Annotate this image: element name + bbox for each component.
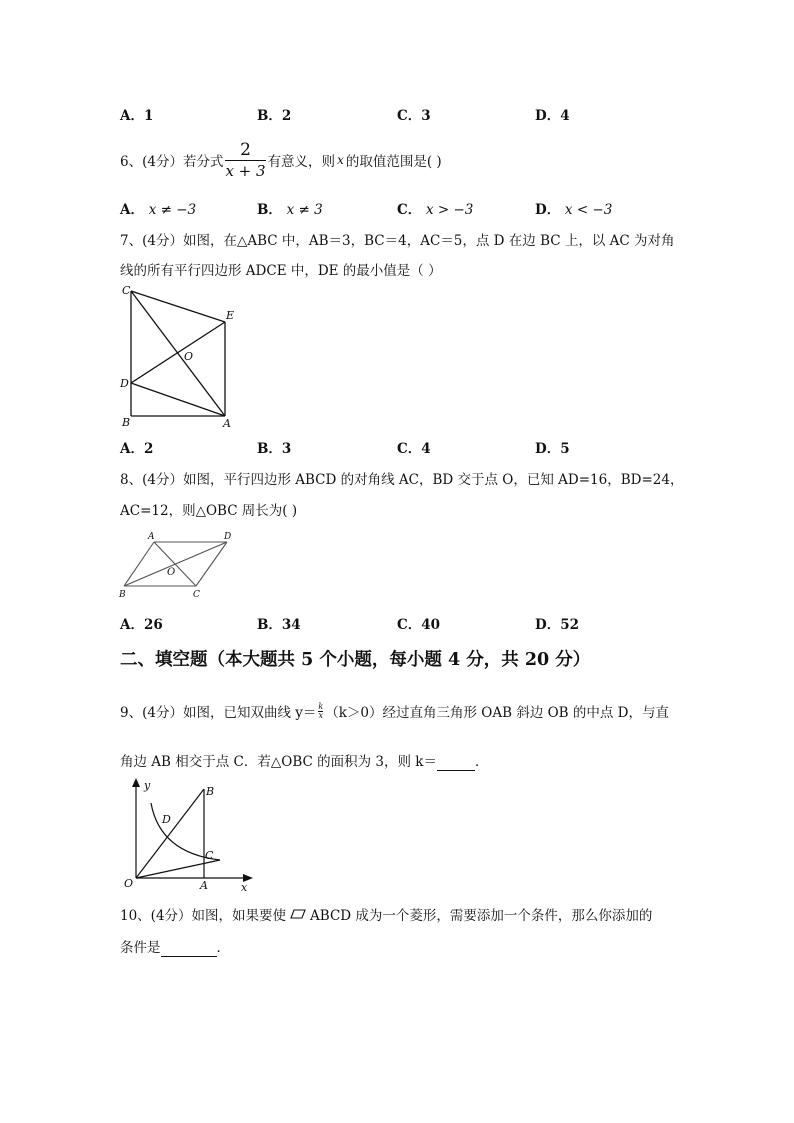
q7-line-1: 7、(4分）如图，在△ABC 中，AB＝3，BC＝4，AC＝5，点 D 在边 BC 上，以 AC 为对角 bbox=[120, 233, 675, 249]
q6-frac-numerator: 2 bbox=[225, 140, 265, 161]
q9-suffix: （k＞0）经过直角三角形 OAB 斜边 OB 的中点 D，与直 bbox=[325, 705, 670, 721]
q8-label-a: A bbox=[148, 532, 155, 542]
q10-line-2 bbox=[120, 936, 230, 957]
q5-option-c: C．3 bbox=[397, 108, 431, 124]
q7-option-a: A．2 bbox=[120, 441, 154, 457]
q6-option-c: C． x > −3 bbox=[397, 202, 474, 218]
q8-label-d: D bbox=[224, 532, 232, 542]
q7-label-d: D bbox=[120, 377, 129, 390]
q5-option-d: D．4 bbox=[535, 108, 570, 124]
q7-option-d: D．5 bbox=[535, 441, 570, 457]
q8-figure bbox=[116, 528, 242, 602]
q7-label-o: O bbox=[184, 350, 194, 363]
q9-fraction bbox=[318, 703, 323, 720]
q9-label-c: C bbox=[205, 849, 214, 862]
q9-seg-oc bbox=[136, 860, 220, 878]
q8-line-2: AC=12，则△OBC 周长为( ) bbox=[120, 503, 298, 519]
q9-frac-denominator: x bbox=[318, 710, 324, 720]
q7-label-a: A bbox=[223, 417, 231, 430]
q6-prefix: 6、(4分）若分式 bbox=[120, 154, 224, 170]
q8-option-c: C．40 bbox=[397, 617, 441, 633]
q8-line-1: 8、(4分）如图，平行四边形 ABCD 的对角线 AC，BD 交于点 O，已知 AD=16，BD=24， bbox=[120, 472, 684, 488]
q6-fraction bbox=[225, 140, 265, 181]
question-6 bbox=[120, 138, 442, 182]
q9-answer-blank[interactable] bbox=[437, 754, 475, 771]
q6-frac-denominator: x + 3 bbox=[225, 161, 266, 180]
q9-y-arrow-icon bbox=[132, 778, 140, 787]
q10-line2-end: ． bbox=[216, 940, 230, 956]
q6-var: x bbox=[337, 153, 344, 167]
q6-suffix: 的取值范围是( ) bbox=[345, 154, 442, 170]
q9-line2-end: ． bbox=[474, 754, 489, 770]
q9-prefix: 9、(4分）如图，已知双曲线 y＝ bbox=[120, 705, 317, 721]
q8-option-b: B．34 bbox=[257, 617, 301, 633]
q7-label-c: C bbox=[122, 284, 131, 297]
q6-option-b: B． x ≠ 3 bbox=[257, 202, 323, 218]
q9-line-2 bbox=[120, 750, 488, 771]
q8-label-o: O bbox=[167, 567, 176, 578]
q9-label-b: B bbox=[206, 785, 215, 798]
q6-option-a: A． x ≠ −3 bbox=[120, 202, 197, 218]
q7-label-b: B bbox=[122, 416, 131, 429]
q8-option-a: A．26 bbox=[120, 617, 163, 633]
section-heading-fill-in: 二、填空题（本大题共 5 个小题，每小题 4 分，共 20 分） bbox=[120, 650, 591, 670]
q7-seg-da bbox=[131, 383, 225, 416]
q10-answer-blank[interactable] bbox=[161, 940, 217, 957]
q9-label-d: D bbox=[162, 813, 171, 826]
q7-figure bbox=[116, 282, 246, 430]
q9-line-1 bbox=[120, 700, 669, 722]
q5-option-a: A．1 bbox=[120, 108, 154, 124]
q9-label-a: A bbox=[200, 879, 208, 892]
q8-option-d: D．52 bbox=[535, 617, 579, 633]
q9-seg-ob bbox=[136, 789, 204, 878]
q7-seg-ca bbox=[131, 291, 225, 416]
q9-label-o: O bbox=[124, 877, 134, 890]
q6-option-d: D． x < −3 bbox=[535, 202, 613, 218]
q6-mid: 有意义，则 bbox=[267, 154, 336, 170]
q5-option-b: B．2 bbox=[257, 108, 292, 124]
parallelogram-icon bbox=[289, 908, 307, 920]
q10-prefix: 10、(4分）如图，如果要使 bbox=[120, 908, 287, 924]
q7-line-2: 线的所有平行四边形 ADCE 中，DE 的最小值是（ ） bbox=[120, 263, 442, 279]
q7-seg-ce bbox=[131, 291, 225, 322]
q9-figure bbox=[116, 775, 256, 895]
q8-label-c: C bbox=[193, 590, 200, 600]
q8-label-b: B bbox=[119, 590, 126, 600]
q10-suffix: ABCD 成为一个菱形，需要添加一个条件，那么你添加的 bbox=[310, 908, 653, 924]
q7-label-e: E bbox=[226, 309, 235, 322]
q9-line2-text: 角边 AB 相交于点 C．若△OBC 的面积为 3，则 k＝ bbox=[120, 754, 437, 770]
q9-label-x: x bbox=[241, 881, 248, 894]
q9-label-y: y bbox=[144, 779, 151, 792]
q10-line-1 bbox=[120, 904, 652, 924]
q7-seg-de bbox=[131, 322, 225, 383]
q10-line2-text: 条件是 bbox=[120, 940, 161, 956]
q7-option-b: B．3 bbox=[257, 441, 292, 457]
q9-frac-numerator: k bbox=[318, 701, 324, 711]
q7-option-c: C．4 bbox=[397, 441, 431, 457]
